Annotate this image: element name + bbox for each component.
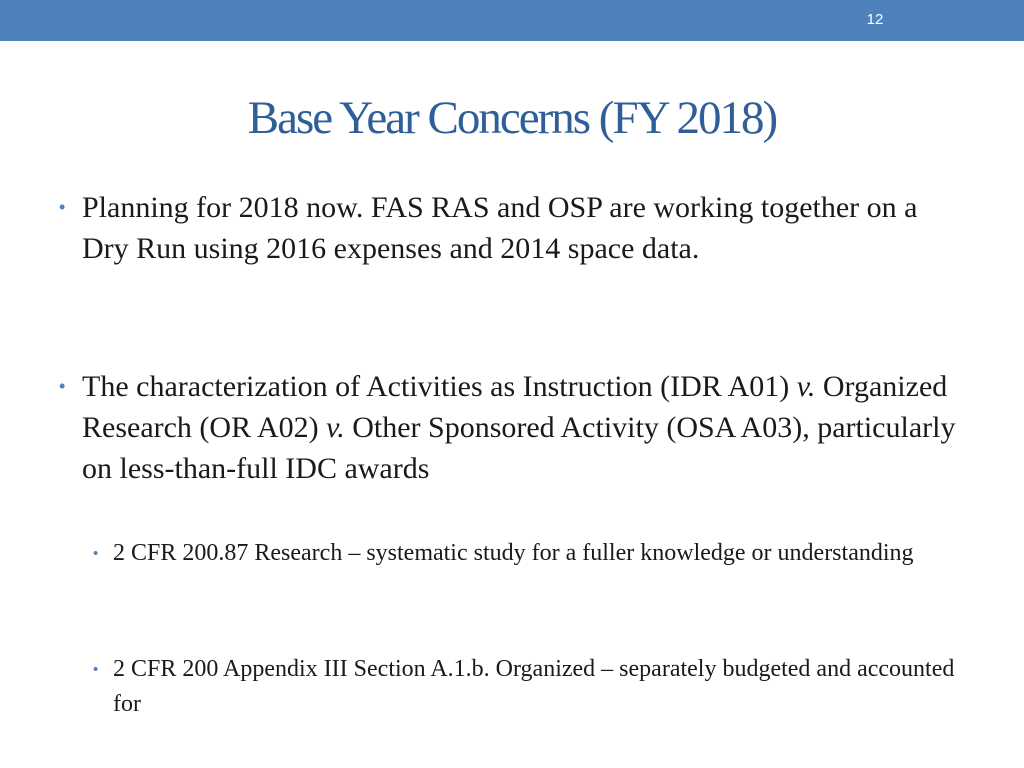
bullet-dot-icon: • xyxy=(59,376,66,396)
header-bar xyxy=(0,0,1024,41)
versus-abbrev: v. xyxy=(326,411,345,444)
versus-abbrev: v. xyxy=(796,370,816,403)
bullet-text-part: Other Sponsored Activity (OSA A03), particularly on less-than-full IDC awards xyxy=(82,411,956,485)
bullet-text-part: Organized Research (OR A02) xyxy=(82,370,948,444)
bullet-text: 2 CFR 200.87 Research – systematic study for a fuller knowledge or understanding xyxy=(113,540,914,566)
sub-bullet-item xyxy=(93,652,973,722)
bullet-text xyxy=(82,370,955,485)
bullet-text-part: The characterization of Activities as Instruction (IDR A01) xyxy=(82,370,797,403)
slide-title: Base Year Concerns (FY 2018) xyxy=(247,92,777,144)
bullet-item xyxy=(59,366,962,489)
bullet-item xyxy=(59,187,962,269)
bullet-dot-icon: • xyxy=(93,545,99,562)
bullet-text: Planning for 2018 now. FAS RAS and OSP are working together on a Dry Run using 2016 expenses and 2014 space data. xyxy=(82,191,918,265)
bullet-dot-icon: • xyxy=(59,197,66,217)
sub-bullet-item xyxy=(93,536,973,571)
bullet-text: 2 CFR 200 Appendix III Section A.1.b. Organized – separately budgeted and accounted for xyxy=(113,656,955,717)
bullet-dot-icon: • xyxy=(93,661,99,678)
slide-number: 12 xyxy=(866,11,884,28)
